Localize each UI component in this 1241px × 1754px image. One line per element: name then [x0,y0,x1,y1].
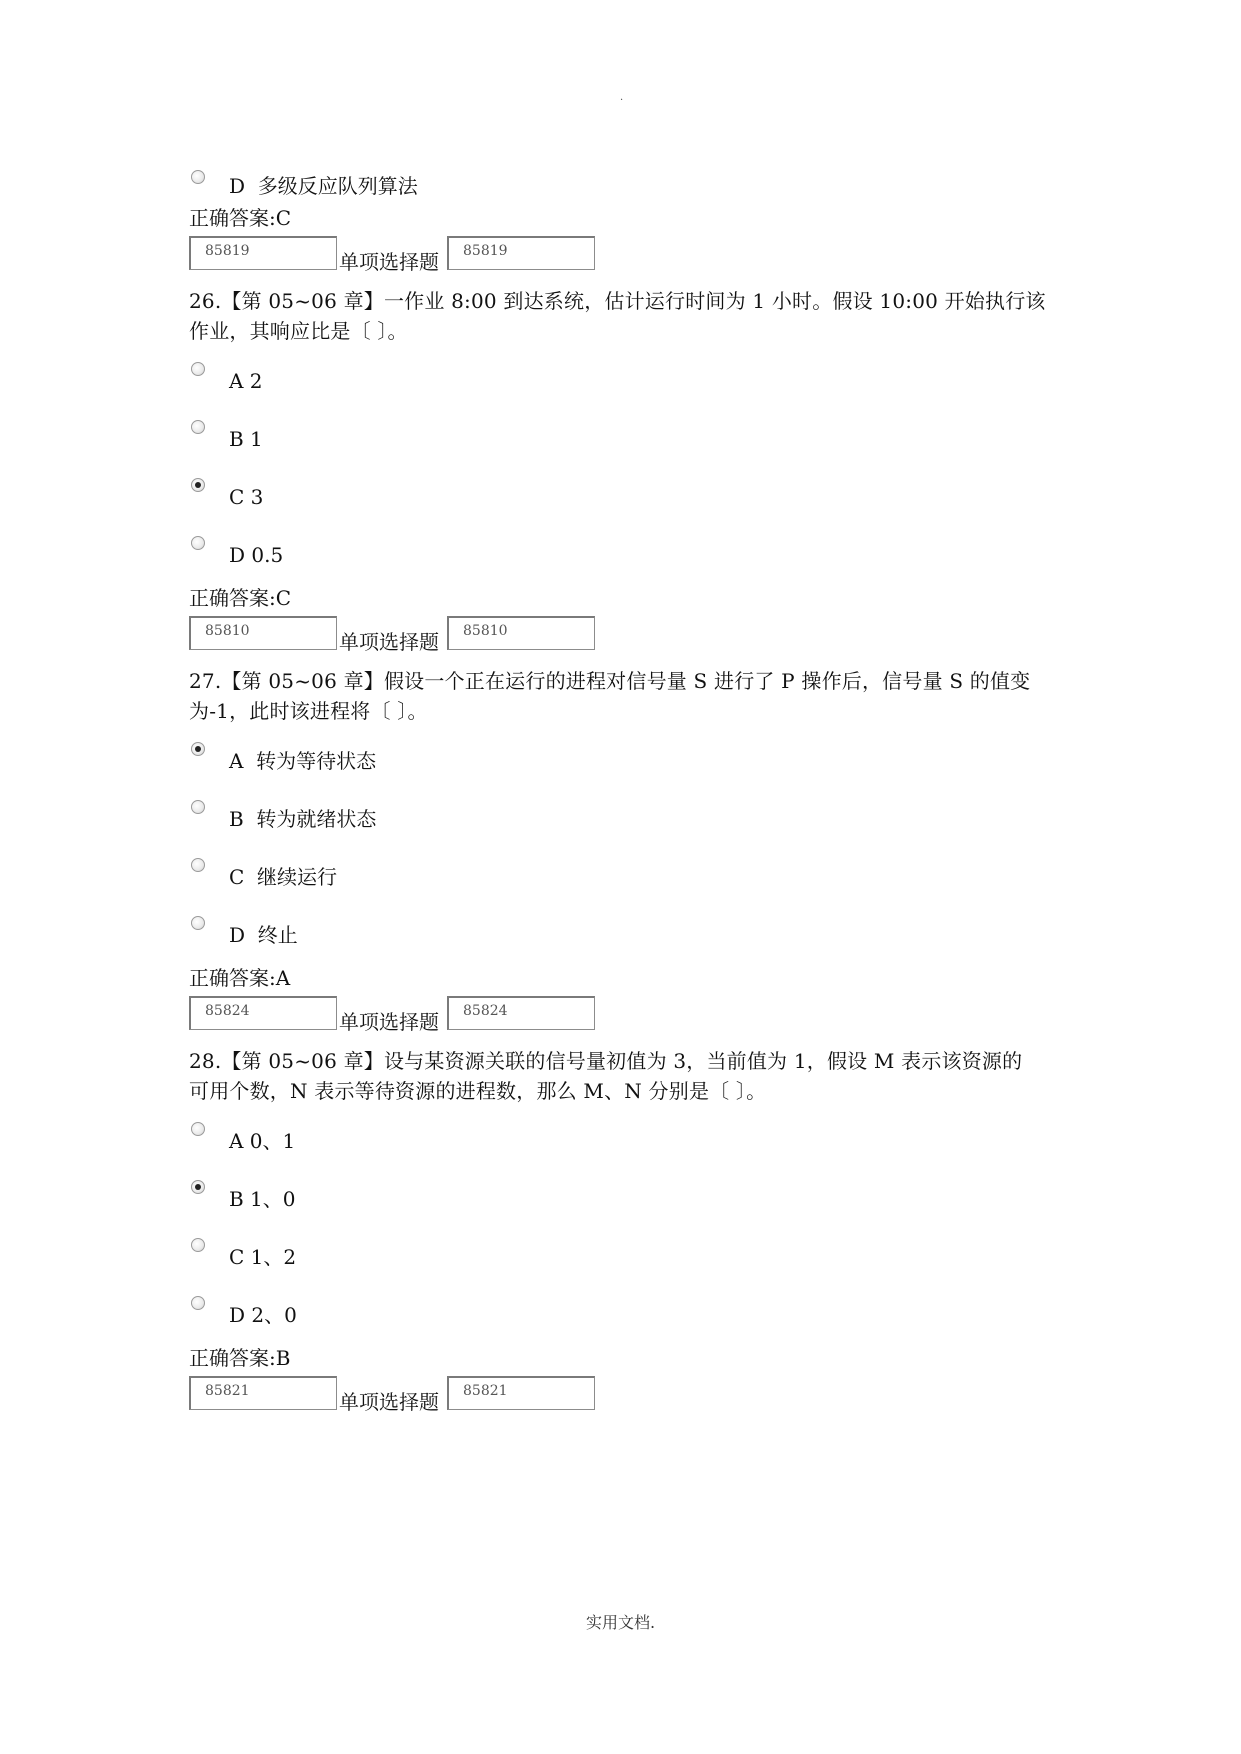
option-d[interactable] [189,528,1069,586]
radio-button[interactable] [191,1296,205,1310]
option-a[interactable] [189,1114,1069,1172]
quiz-content [189,160,1069,1424]
radio-button[interactable] [191,420,205,434]
radio-button[interactable] [191,800,205,814]
correct-answer: 正确答案:A [189,966,291,990]
radio-button[interactable] [191,1238,205,1252]
question-stem [189,286,1069,346]
option-label: A 2 [229,369,263,393]
option-label: C 1、2 [229,1245,297,1269]
page-footer: 实用文档. [585,1613,656,1632]
option-label: C 继续运行 [229,865,338,889]
radio-button[interactable] [191,536,205,550]
question-stem [189,1046,1069,1106]
option-label: A 转为等待状态 [229,749,377,773]
question-meta-row [189,996,1069,1044]
correct-answer: 正确答案:B [189,1346,291,1370]
question-meta-row [189,616,1069,664]
radio-button[interactable] [191,1122,205,1136]
radio-button[interactable] [191,858,205,872]
option-label: D 2、0 [229,1303,297,1327]
question-type-label: 单项选择题 [339,1390,439,1414]
question-id-field[interactable]: 85819 [189,236,337,270]
option-b[interactable] [189,1172,1069,1230]
option-d-previous[interactable] [189,160,1069,206]
option-d[interactable] [189,1288,1069,1346]
option-a[interactable] [189,354,1069,412]
question-id-field-secondary[interactable]: 85821 [447,1376,595,1410]
question-stem-line: 可用个数，N 表示等待资源的进程数，那么 M、N 分别是〔 〕。 [189,1079,767,1103]
question-id-field-secondary[interactable]: 85810 [447,616,595,650]
radio-button-selected[interactable] [191,742,205,756]
option-label: B 1 [229,427,263,451]
question-stem-line: 为-1，此时该进程将〔 〕。 [189,699,428,723]
option-label: B 1、0 [229,1187,296,1211]
question-type-label: 单项选择题 [339,630,439,654]
question-type-label: 单项选择题 [339,1010,439,1034]
option-b[interactable] [189,412,1069,470]
option-label: D 终止 [229,923,298,947]
question-type-label: 单项选择题 [339,250,439,274]
question-id-field-secondary[interactable]: 85819 [447,236,595,270]
question-id-field[interactable]: 85810 [189,616,337,650]
radio-button[interactable] [191,362,205,376]
question-id-field[interactable]: 85824 [189,996,337,1030]
question-id-field[interactable]: 85821 [189,1376,337,1410]
header-mark: · [620,95,624,106]
option-c[interactable] [189,470,1069,528]
option-b[interactable] [189,792,1069,850]
question-id-field-secondary[interactable]: 85824 [447,996,595,1030]
question-stem-line: 28.【第 05~06 章】设与某资源关联的信号量初值为 3，当前值为 1，假设 M 表示该资源的 [189,1049,1023,1073]
radio-button-selected[interactable] [191,478,205,492]
question-stem [189,666,1069,726]
question-stem-line: 作业，其响应比是〔 〕。 [189,319,408,343]
question-stem-line: 26.【第 05~06 章】一作业 8:00 到达系统，估计运行时间为 1 小时。假设 10:00 开始执行该 [189,289,1046,313]
option-a[interactable] [189,734,1069,792]
radio-button[interactable] [191,170,205,184]
option-c[interactable] [189,850,1069,908]
option-d[interactable] [189,908,1069,966]
radio-button-selected[interactable] [191,1180,205,1194]
option-label: D 多级反应队列算法 [229,174,418,198]
option-c[interactable] [189,1230,1069,1288]
option-label: C 3 [229,485,264,509]
question-stem-line: 27.【第 05~06 章】假设一个正在运行的进程对信号量 S 进行了 P 操作后，信号量 S 的值变 [189,669,1031,693]
question-meta-row [189,236,1069,284]
option-label: A 0、1 [229,1129,296,1153]
correct-answer: 正确答案:C [189,586,292,610]
option-label: D 0.5 [229,543,284,567]
radio-button[interactable] [191,916,205,930]
option-label: B 转为就绪状态 [229,807,377,831]
correct-answer: 正确答案:C [189,206,292,230]
question-meta-row [189,1376,1069,1424]
